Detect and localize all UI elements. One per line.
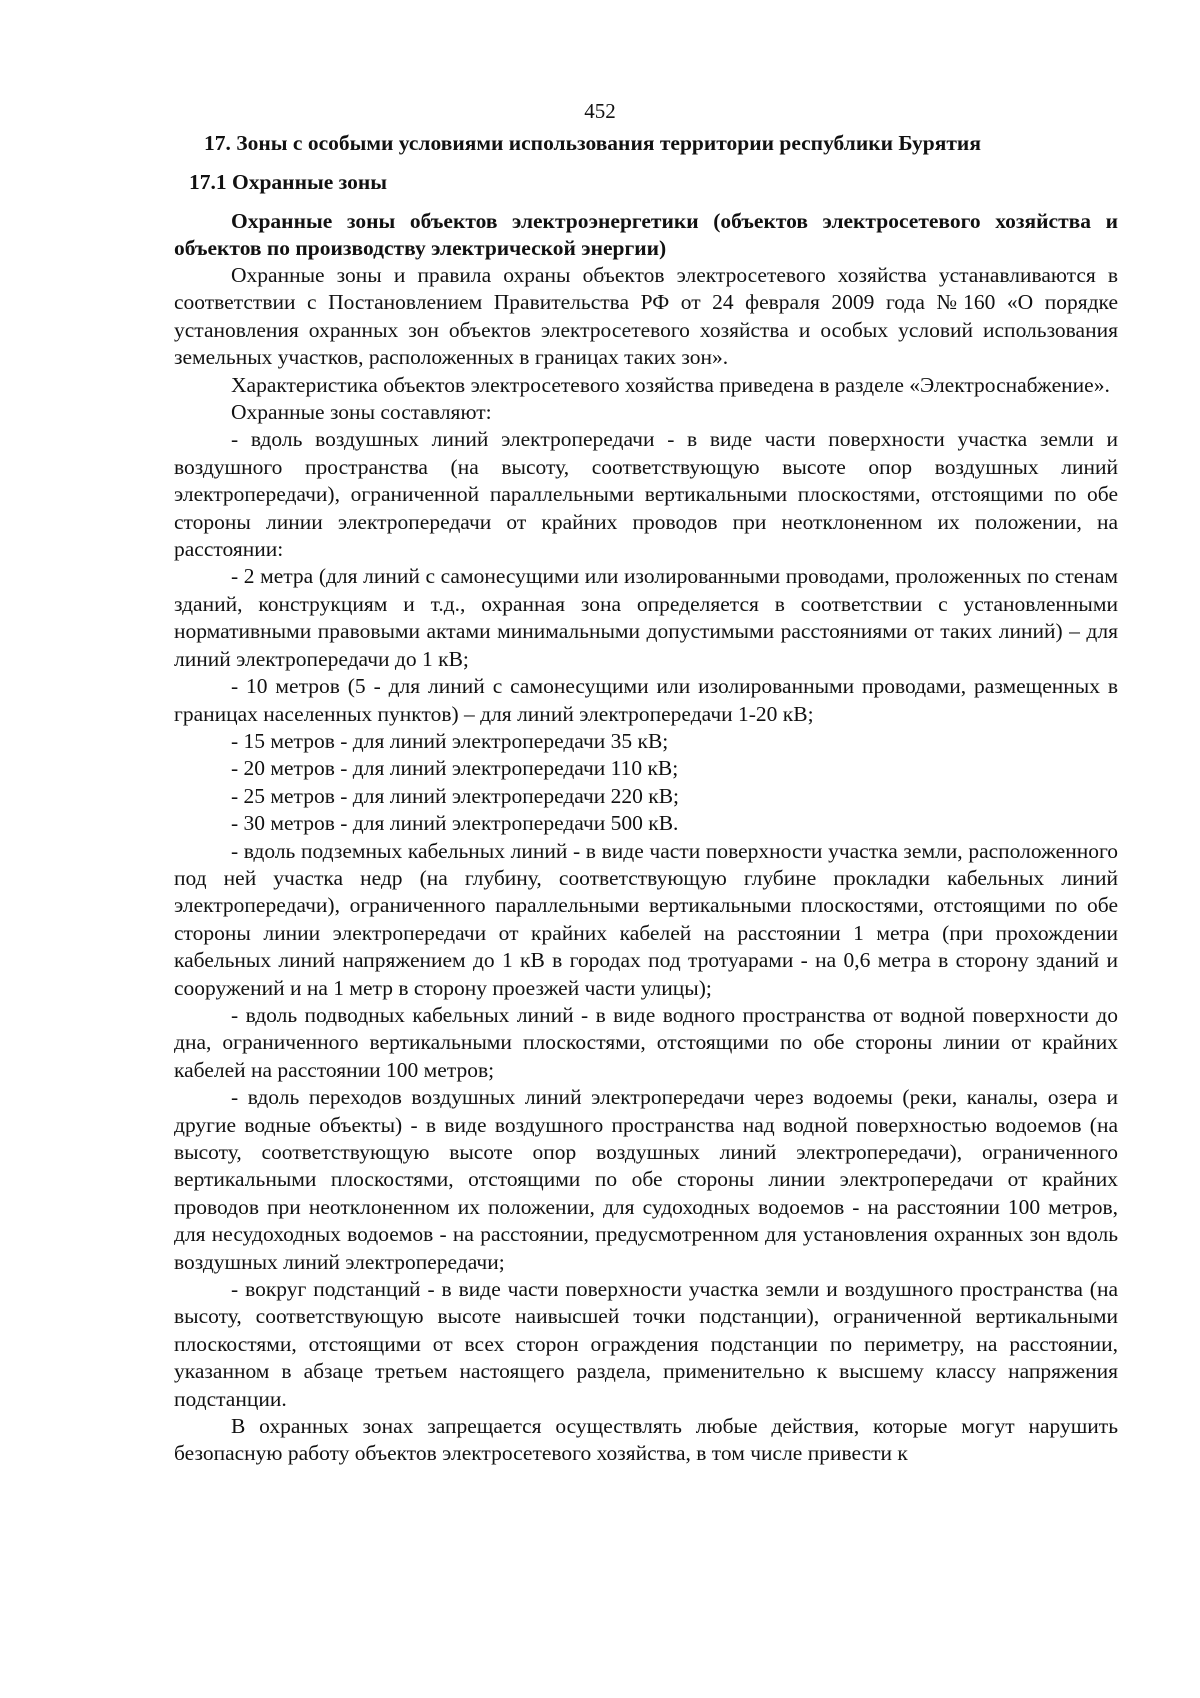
paragraph: - 2 метра (для линий с самонесущими или изолированными проводами, проложенных по стенам зданий, конструкциям и т.д., охранная зона определяется в соответствии с установленными нормативными правовыми актами минимальными допустимыми расстояниями от таких линий) – для линий электропередачи до 1 кВ;	[174, 564, 1118, 671]
paragraph: - 10 метров (5 - для линий с самонесущими или изолированными проводами, размещенных в границах населенных пунктов) – для линий электропередачи 1-20 кВ;	[174, 674, 1118, 726]
paragraph: Охранные зоны и правила охраны объектов электросетевого хозяйства устанавливаются в соответствии с Постановлением Правительства РФ от 24 февраля 2009 года №160 «О порядке установления охранных зон объектов электросетевого хозяйства и особых условий использования земельных участков, расположенных в границах таких зон».	[174, 263, 1118, 370]
paragraph: - вокруг подстанций - в виде части поверхности участка земли и воздушного пространства (на высоту, соответствующую высоте наивысшей точки подстанции), ограниченной вертикальными плоскостями, отстоящими от всех сторон ограждения подстанции по периметру, на расстоянии, указанном в абзаце третьем настоящего раздела, применительно к высшему классу напряжения подстанции.	[174, 1277, 1118, 1411]
document-body	[174, 130, 1118, 1468]
paragraph: Характеристика объектов электросетевого хозяйства приведена в разделе «Электроснабжение».	[231, 372, 1110, 397]
page-number: 452	[584, 99, 616, 123]
list-item: - 20 метров - для линий электропередачи 110 кВ;	[231, 756, 679, 781]
subsection-heading: 17.1 Охранные зоны	[189, 170, 388, 194]
paragraph: Охранные зоны составляют:	[231, 400, 492, 425]
topic-heading: Охранные зоны объектов электроэнергетики (объектов электросетевого хозяйства и объектов по производству электрической энергии)	[174, 209, 1118, 260]
paragraph: - вдоль переходов воздушных линий электропередачи через водоемы (реки, каналы, озера и другие водные объекты) - в виде воздушного пространства над водной поверхностью водоемов (на высоту, соответствующую высоте опор воздушных линий электропередачи), ограниченного вертикальными плоскостями, отстоящими по обе стороны линии электропередачи от крайних проводов при неотклоненном их положении, для судоходных водоемов - на расстоянии 100 метров, для несудоходных водоемов - на расстоянии, предусмотренном для установления охранных зон вдоль воздушных линий электропередачи;	[174, 1085, 1118, 1274]
list-item: - 30 метров - для линий электропередачи 500 кВ.	[231, 811, 679, 836]
paragraph: - вдоль воздушных линий электропередачи - в виде части поверхности участка земли и воздушного пространства (на высоту, соответствующую высоте опор воздушных линий электропередачи), ограниченной параллельными вертикальными плоскостями, отстоящими по обе стороны линии электропередачи от крайних проводов при неотклоненном их положении, на расстоянии:	[174, 427, 1118, 562]
paragraph: - вдоль подземных кабельных линий - в виде части поверхности участка земли, расположенного под ней участка недр (на глубину, соответствующую глубине прокладки кабельных линий электропередачи), ограниченного параллельными вертикальными плоскостями, отстоящими по обе стороны линии электропередачи от крайних кабелей на расстоянии 1 метра (при прохождении кабельных линий напряжением до 1 кВ в городах под тротуарами - на 0,6 метра в сторону зданий и сооружений и на 1 метр в сторону проезжей части улицы);	[174, 838, 1118, 1000]
paragraph: - вдоль подводных кабельных линий - в виде водного пространства от водной поверхности до дна, ограниченного вертикальными плоскостями, отстоящими по обе стороны линии от крайних кабелей на расстоянии 100 метров;	[174, 1002, 1118, 1082]
paragraph: В охранных зонах запрещается осуществлять любые действия, которые могут нарушить безопасную работу объектов электросетевого хозяйства, в том числе привести к	[174, 1414, 1118, 1466]
list-item: - 25 метров - для линий электропередачи 220 кВ;	[231, 783, 680, 808]
list-item: - 15 метров - для линий электропередачи 35 кВ;	[231, 728, 669, 753]
section-heading: 17. Зоны с особыми условиями использования территории республики Бурятия	[204, 131, 981, 155]
